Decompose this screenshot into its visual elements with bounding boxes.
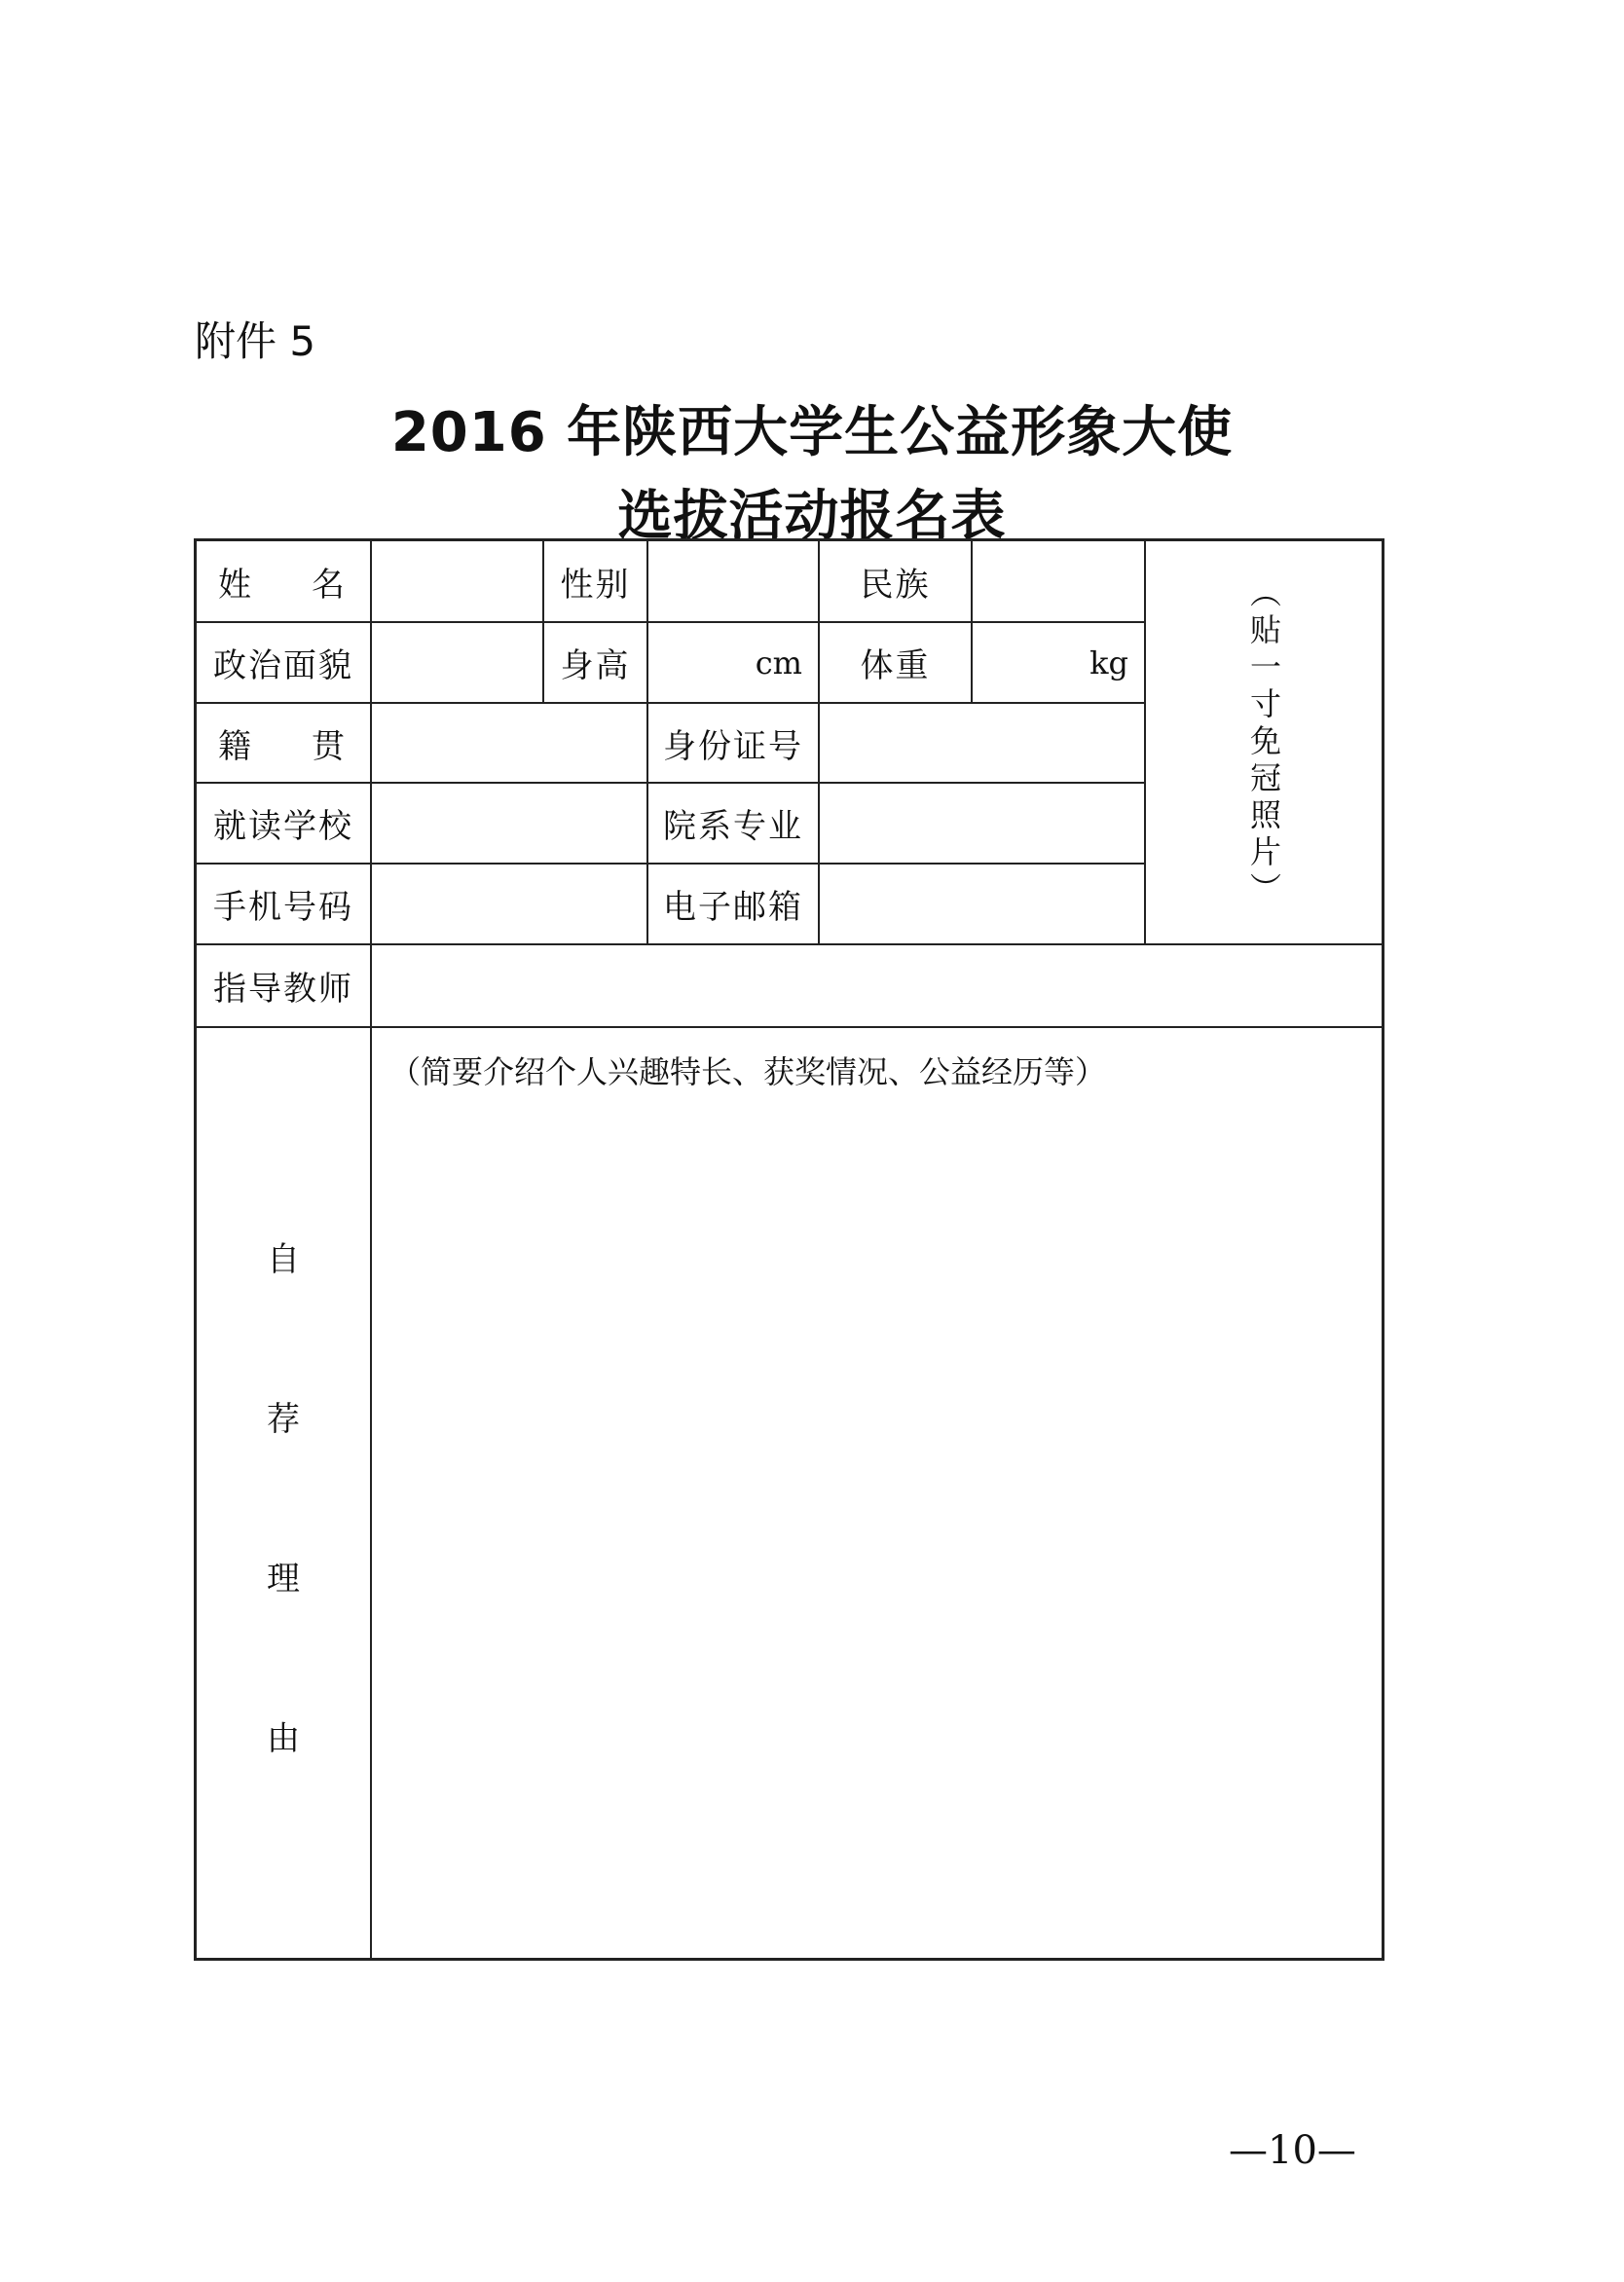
gender-field[interactable] [648,541,820,623]
photo-box[interactable] [1146,541,1382,945]
school-label: 就读学校 [197,784,372,865]
major-label: 院系专业 [648,784,820,865]
self-recommendation-field[interactable] [372,1028,1382,1958]
name-label: 姓 名 [197,541,372,623]
height-unit: cm [755,644,802,681]
form-title-line2: 选拔活动报名表 [617,485,1007,548]
origin-label: 籍 贯 [197,704,372,784]
attachment-label: 附件 5 [195,317,316,365]
phone-label: 手机号码 [197,865,372,945]
id-label: 身份证号 [648,704,820,784]
height-label: 身高 [544,623,648,704]
email-field[interactable] [820,865,1146,945]
form-title-line1: 2016 年陕西大学生公益形象大使 [390,401,1234,464]
page-number: —10— [1229,2128,1356,2173]
school-field[interactable] [372,784,648,865]
phone-field[interactable] [372,865,648,945]
id-field[interactable] [820,704,1146,784]
ethnicity-field[interactable] [973,541,1146,623]
email-label: 电子邮箱 [648,865,820,945]
reason-hint: （简要介绍个人兴趣特长、获奖情况、公益经历等） [389,1053,1107,1090]
photo-note: （贴一寸免冠照片） [1245,575,1282,909]
origin-field[interactable] [372,704,648,784]
political-field[interactable] [372,623,544,704]
advisor-label: 指导教师 [197,945,372,1028]
major-field[interactable] [820,784,1146,865]
weight-unit: kg [1089,644,1128,681]
name-field[interactable] [372,541,544,623]
gender-label: 性别 [544,541,648,623]
advisor-field[interactable] [372,945,1382,1028]
self-recommendation-label: 自 荐 理 由 [197,1028,372,1958]
weight-field[interactable] [973,623,1146,704]
height-field[interactable] [648,623,820,704]
political-label: 政治面貌 [197,623,372,704]
registration-form [194,538,1384,1961]
weight-label: 体重 [820,623,973,704]
ethnicity-label: 民族 [820,541,973,623]
